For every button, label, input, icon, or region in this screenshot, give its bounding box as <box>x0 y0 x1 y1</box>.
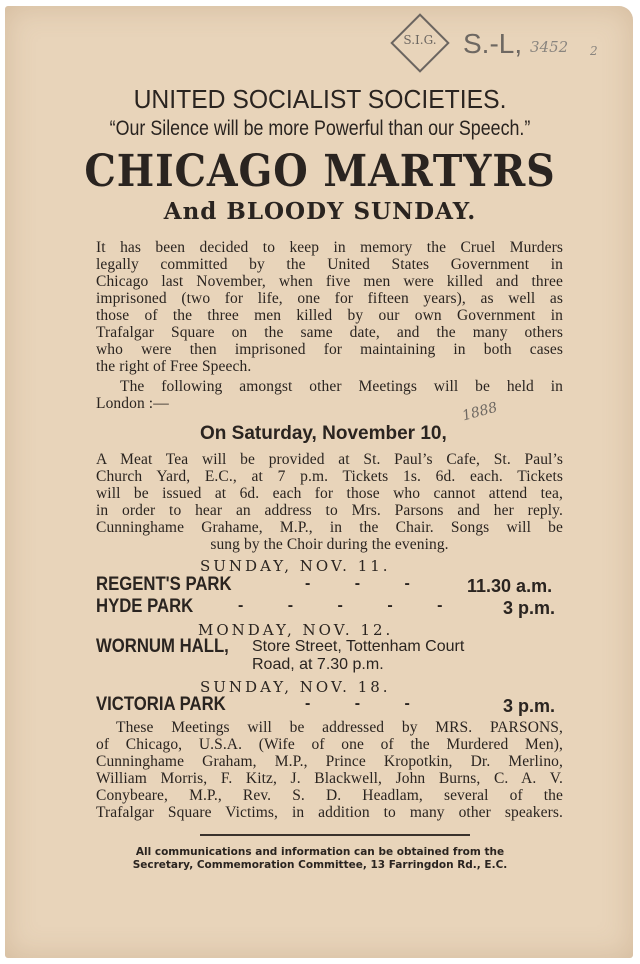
leader-dashes: - - - <box>305 695 410 712</box>
text-line: The following amongst other Meetings will be held in <box>120 378 563 395</box>
meeting-day: SUNDAY, NOV. 18. <box>200 678 391 696</box>
text-line: sung by the Choir during the evening. <box>210 536 449 553</box>
saturday-heading: On Saturday, November 10, <box>200 423 447 444</box>
text-line: Conybeare, M.P., Rev. S. D. Headlam, several of the <box>96 787 563 804</box>
text-line: those of the three men killed by our own Government in <box>96 307 563 324</box>
archive-stamp-text: S.I.G. <box>403 33 437 47</box>
text-line: of Chicago, U.S.A. (Wife of one of the Murdered Men), <box>96 736 563 753</box>
text-line: in order to hear an address to Mrs. Parsons and her reply. <box>96 502 563 519</box>
text-line: Cunninghame Graham, M.P., Prince Kropotkin, Dr. Merlino, <box>96 753 563 770</box>
text-line: who were then imprisoned for maintaining in both cases <box>96 341 563 358</box>
text-line: William Morris, F. Kitz, J. Blackwell, John Burns, C. A. V. <box>96 770 563 787</box>
text-line: the right of Free Speech. <box>96 358 252 375</box>
meeting-time: 3 p.m. <box>503 696 556 716</box>
meeting-place: REGENT'S PARK <box>96 574 232 595</box>
page-title: CHICAGO MARTYRS <box>84 146 556 197</box>
motto: “Our Silence will be more Powerful than our Speech.” <box>109 117 531 140</box>
handwritten-year: 1888 <box>460 399 500 425</box>
text-line: Cunninghame Grahame, M.P., in the Chair. Songs will be <box>96 519 563 536</box>
footer-line: Secretary, Commemoration Committee, 13 Farringdon Rd., E.C. <box>132 859 508 871</box>
meeting-place: VICTORIA PARK <box>96 694 226 715</box>
meeting-detail: Store Street, Tottenham Court <box>252 638 465 655</box>
subtitle: And BLOODY SUNDAY. <box>163 198 477 225</box>
text-line: will be issued at 6d. each for those who cannot attend tea, <box>96 485 563 502</box>
meeting-place: HYDE PARK <box>96 596 194 617</box>
meeting-day: MONDAY, NOV. 12. <box>198 621 394 639</box>
leader-dashes: - - - <box>305 575 410 592</box>
divider <box>200 834 470 836</box>
text-line: Church Yard, E.C., at 7 p.m. Tickets 1s. 6d. each. Tickets <box>96 468 563 485</box>
text-line: These Meetings will be addressed by MRS. PARSONS, <box>116 719 563 736</box>
archive-number: 3452 <box>530 38 569 56</box>
meeting-place: WORNUM HALL, <box>96 636 229 657</box>
text-line: legally committed by the United States Government in <box>96 256 563 273</box>
text-line: London :— <box>96 395 169 412</box>
text-line: It has been decided to keep in memory the Cruel Murders <box>96 239 563 256</box>
meeting-day: SUNDAY, NOV. 11. <box>200 557 391 575</box>
meeting-time: 3 p.m. <box>503 598 556 618</box>
footer-line: All communications and information can be obtained from the <box>135 846 505 858</box>
meeting-detail: Road, at 7.30 p.m. <box>252 656 384 673</box>
org-heading: UNITED SOCIALIST SOCIETIES. <box>133 84 507 114</box>
leader-dashes: - - - - - <box>238 597 443 614</box>
shelfmark: S.-L, <box>463 28 523 59</box>
text-line: A Meat Tea will be provided at St. Paul’s Cafe, St. Paul’s <box>96 451 563 468</box>
text-line: Chicago last November, when five men were killed and three <box>96 273 563 290</box>
text-line: Trafalgar Square on the same date, and the many others <box>96 324 563 341</box>
meeting-time: 11.30 a.m. <box>467 576 553 596</box>
page-number: 2 <box>590 44 598 58</box>
text-line: Trafalgar Square Victims, in addition to many other speakers. <box>96 804 563 821</box>
text-line: imprisoned (two for life, one for fifteen years), as well as <box>96 290 563 307</box>
